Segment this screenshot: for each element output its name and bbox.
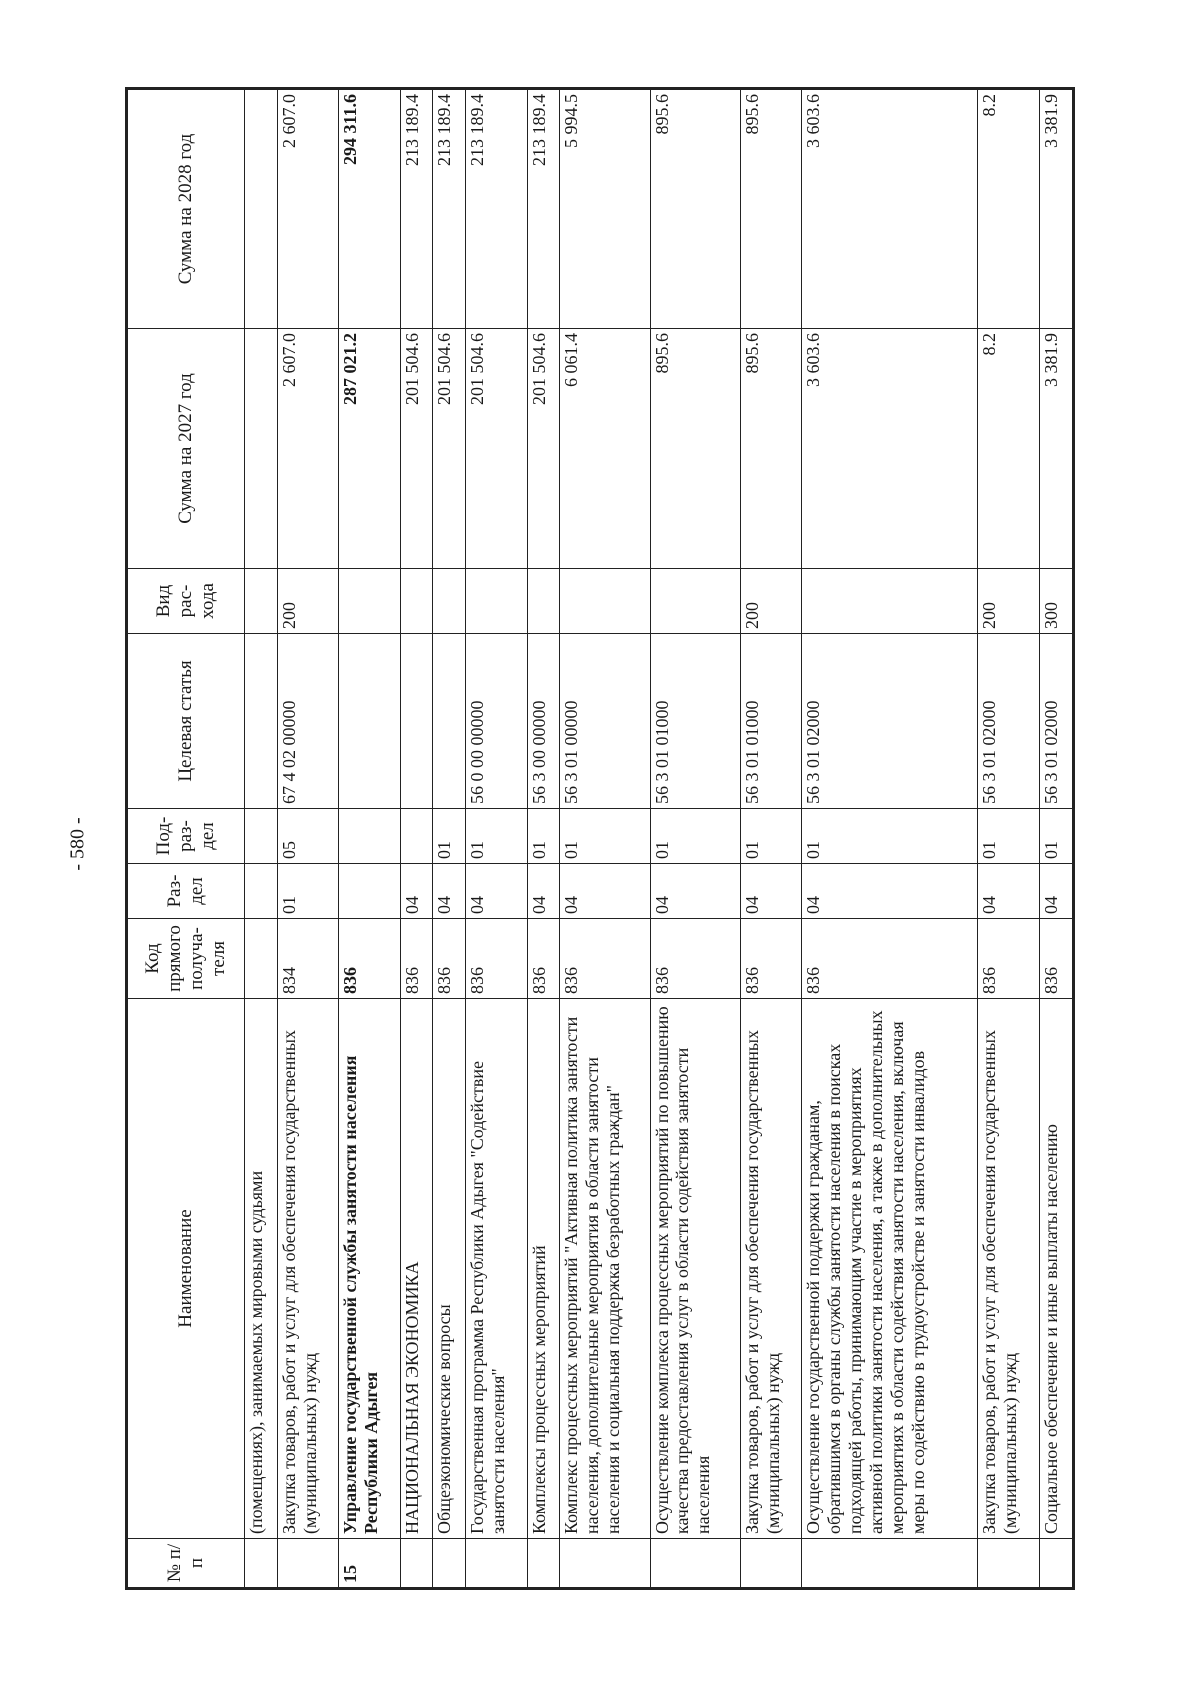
rotated-table-wrapper xyxy=(125,90,1075,1590)
cell-section xyxy=(339,864,400,919)
cell-sum-2028: 895.6 xyxy=(740,89,801,329)
table-row xyxy=(400,89,433,1589)
cell-expense-type: 200 xyxy=(277,569,338,634)
table-row xyxy=(978,89,1039,1589)
table-row xyxy=(277,89,338,1589)
cell-recipient: 836 xyxy=(560,919,650,999)
header-target: Целевая статья xyxy=(127,634,245,809)
cell-target: 56 0 00 00000 xyxy=(466,634,527,809)
cell-target: 56 3 01 00000 xyxy=(560,634,650,809)
table-row xyxy=(1039,89,1073,1589)
cell-expense-type xyxy=(466,569,527,634)
cell-sum-2027: 201 504.6 xyxy=(527,329,560,569)
cell-num xyxy=(400,1539,433,1589)
cell-sum-2028: 213 189.4 xyxy=(400,89,433,329)
cell-num xyxy=(466,1539,527,1589)
cell-sum-2027: 2 607.0 xyxy=(277,329,338,569)
header-subsection: Под-раз-дел xyxy=(127,809,245,864)
cell-sum-2027: 895.6 xyxy=(650,329,740,569)
table-row xyxy=(339,89,400,1589)
cell-section: 04 xyxy=(400,864,433,919)
cell-num: 15 xyxy=(339,1539,400,1589)
cell-sum-2028: 213 189.4 xyxy=(527,89,560,329)
cell-name: Государственная программа Республики Адыгея "Содействие занятости населения" xyxy=(466,999,527,1539)
cell-sum-2028: 294 311.6 xyxy=(339,89,400,329)
header-sum-2028: Сумма на 2028 год xyxy=(127,89,245,329)
cell-recipient: 836 xyxy=(466,919,527,999)
cell-target: 56 3 01 02000 xyxy=(978,634,1039,809)
cell-section: 04 xyxy=(466,864,527,919)
cell-sum-2028: 8.2 xyxy=(978,89,1039,329)
cell-sum-2027: 6 061.4 xyxy=(560,329,650,569)
cell-subsection: 01 xyxy=(433,809,466,864)
cell-name: Управление государственной службы занятости населения Республики Адыгея xyxy=(339,999,400,1539)
header-expense-type: Вид рас-хода xyxy=(127,569,245,634)
cell-subsection: 01 xyxy=(527,809,560,864)
table-row xyxy=(560,89,650,1589)
cell-target: 56 3 01 02000 xyxy=(1039,634,1073,809)
table-row xyxy=(433,89,466,1589)
cell-name: Комплексы процессных мероприятий xyxy=(527,999,560,1539)
cell-subsection xyxy=(245,809,278,864)
cell-section: 01 xyxy=(277,864,338,919)
page-number: - 580 - xyxy=(66,817,89,871)
cell-sum-2027 xyxy=(245,329,278,569)
cell-expense-type xyxy=(339,569,400,634)
cell-sum-2028: 3 603.6 xyxy=(802,89,978,329)
cell-recipient: 836 xyxy=(1039,919,1073,999)
cell-subsection xyxy=(339,809,400,864)
cell-target: 56 3 00 00000 xyxy=(527,634,560,809)
cell-section: 04 xyxy=(802,864,978,919)
cell-name: Закупка товаров, работ и услуг для обеспечения государственных (муниципальных) нужд xyxy=(978,999,1039,1539)
cell-name: НАЦИОНАЛЬНАЯ ЭКОНОМИКА xyxy=(400,999,433,1539)
cell-sum-2028 xyxy=(245,89,278,329)
cell-name: Комплекс процессных мероприятий "Активная политика занятости населения, дополнительные мероприятия в области занятости населения и социальная поддержка безработных граждан" xyxy=(560,999,650,1539)
cell-section: 04 xyxy=(978,864,1039,919)
header-name: Наименование xyxy=(127,999,245,1539)
cell-sum-2027: 201 504.6 xyxy=(433,329,466,569)
cell-recipient: 836 xyxy=(802,919,978,999)
cell-section: 04 xyxy=(740,864,801,919)
cell-name: (помещениях), занимаемых мировыми судьями xyxy=(245,999,278,1539)
cell-target xyxy=(433,634,466,809)
cell-sum-2027: 8.2 xyxy=(978,329,1039,569)
cell-name: Осуществление государственной поддержки гражданам, обратившимся в органы службы занятости населения в поисках подходящей работы, принимающим участие в мероприятиях активной политики занятости населения, а также в дополнительных мероприятиях в области содействия занятости населения, включая меры по содействию в трудоустройстве и занятости инвалидов xyxy=(802,999,978,1539)
table-row xyxy=(245,89,278,1589)
cell-section: 04 xyxy=(560,864,650,919)
budget-table xyxy=(125,87,1075,1590)
cell-recipient: 836 xyxy=(339,919,400,999)
cell-num xyxy=(1039,1539,1073,1589)
cell-num xyxy=(245,1539,278,1589)
cell-recipient: 836 xyxy=(740,919,801,999)
cell-subsection: 01 xyxy=(560,809,650,864)
cell-recipient: 836 xyxy=(527,919,560,999)
cell-num xyxy=(740,1539,801,1589)
cell-expense-type: 200 xyxy=(740,569,801,634)
cell-sum-2028: 895.6 xyxy=(650,89,740,329)
cell-recipient: 836 xyxy=(978,919,1039,999)
cell-subsection: 01 xyxy=(650,809,740,864)
cell-subsection: 01 xyxy=(978,809,1039,864)
cell-recipient: 834 xyxy=(277,919,338,999)
cell-num xyxy=(527,1539,560,1589)
cell-num xyxy=(433,1539,466,1589)
cell-section: 04 xyxy=(1039,864,1073,919)
cell-target xyxy=(400,634,433,809)
cell-section xyxy=(245,864,278,919)
cell-target: 56 3 01 01000 xyxy=(650,634,740,809)
cell-expense-type xyxy=(245,569,278,634)
cell-recipient: 836 xyxy=(400,919,433,999)
cell-target xyxy=(245,634,278,809)
cell-name: Общеэкономические вопросы xyxy=(433,999,466,1539)
table-row xyxy=(527,89,560,1589)
cell-section: 04 xyxy=(527,864,560,919)
cell-sum-2027: 201 504.6 xyxy=(466,329,527,569)
cell-name: Социальное обеспечение и иные выплаты населению xyxy=(1039,999,1073,1539)
table-row xyxy=(802,89,978,1589)
cell-subsection: 01 xyxy=(802,809,978,864)
cell-target xyxy=(339,634,400,809)
cell-sum-2028: 5 994.5 xyxy=(560,89,650,329)
cell-name: Осуществление комплекса процессных мероприятий по повышению качества предоставления услуг в области содействия занятости населения xyxy=(650,999,740,1539)
cell-sum-2027: 895.6 xyxy=(740,329,801,569)
header-num: № п/п xyxy=(127,1539,245,1589)
cell-expense-type: 300 xyxy=(1039,569,1073,634)
cell-sum-2027: 3 603.6 xyxy=(802,329,978,569)
cell-name: Закупка товаров, работ и услуг для обеспечения государственных (муниципальных) нужд xyxy=(277,999,338,1539)
cell-expense-type xyxy=(802,569,978,634)
cell-num xyxy=(978,1539,1039,1589)
cell-num xyxy=(802,1539,978,1589)
cell-sum-2028: 2 607.0 xyxy=(277,89,338,329)
cell-name: Закупка товаров, работ и услуг для обеспечения государственных (муниципальных) нужд xyxy=(740,999,801,1539)
cell-target: 56 3 01 01000 xyxy=(740,634,801,809)
cell-expense-type xyxy=(400,569,433,634)
header-sum-2027: Сумма на 2027 год xyxy=(127,329,245,569)
cell-subsection: 01 xyxy=(740,809,801,864)
cell-sum-2027: 3 381.9 xyxy=(1039,329,1073,569)
table-row xyxy=(650,89,740,1589)
cell-recipient: 836 xyxy=(433,919,466,999)
header-recipient: Код прямого получа-теля xyxy=(127,919,245,999)
cell-expense-type xyxy=(527,569,560,634)
table-row xyxy=(740,89,801,1589)
cell-section: 04 xyxy=(433,864,466,919)
cell-recipient: 836 xyxy=(650,919,740,999)
cell-sum-2028: 213 189.4 xyxy=(466,89,527,329)
cell-num xyxy=(277,1539,338,1589)
cell-sum-2027: 287 021.2 xyxy=(339,329,400,569)
table-header-row xyxy=(127,89,245,1589)
cell-target: 56 3 01 02000 xyxy=(802,634,978,809)
cell-sum-2028: 213 189.4 xyxy=(433,89,466,329)
cell-section: 04 xyxy=(650,864,740,919)
table-row xyxy=(466,89,527,1589)
cell-num xyxy=(650,1539,740,1589)
cell-subsection: 01 xyxy=(1039,809,1073,864)
cell-subsection: 01 xyxy=(466,809,527,864)
cell-recipient xyxy=(245,919,278,999)
cell-expense-type xyxy=(650,569,740,634)
cell-expense-type xyxy=(433,569,466,634)
cell-target: 67 4 02 00000 xyxy=(277,634,338,809)
cell-sum-2028: 3 381.9 xyxy=(1039,89,1073,329)
cell-num xyxy=(560,1539,650,1589)
header-section: Раз-дел xyxy=(127,864,245,919)
cell-subsection: 05 xyxy=(277,809,338,864)
cell-expense-type xyxy=(560,569,650,634)
cell-subsection xyxy=(400,809,433,864)
cell-sum-2027: 201 504.6 xyxy=(400,329,433,569)
cell-expense-type: 200 xyxy=(978,569,1039,634)
